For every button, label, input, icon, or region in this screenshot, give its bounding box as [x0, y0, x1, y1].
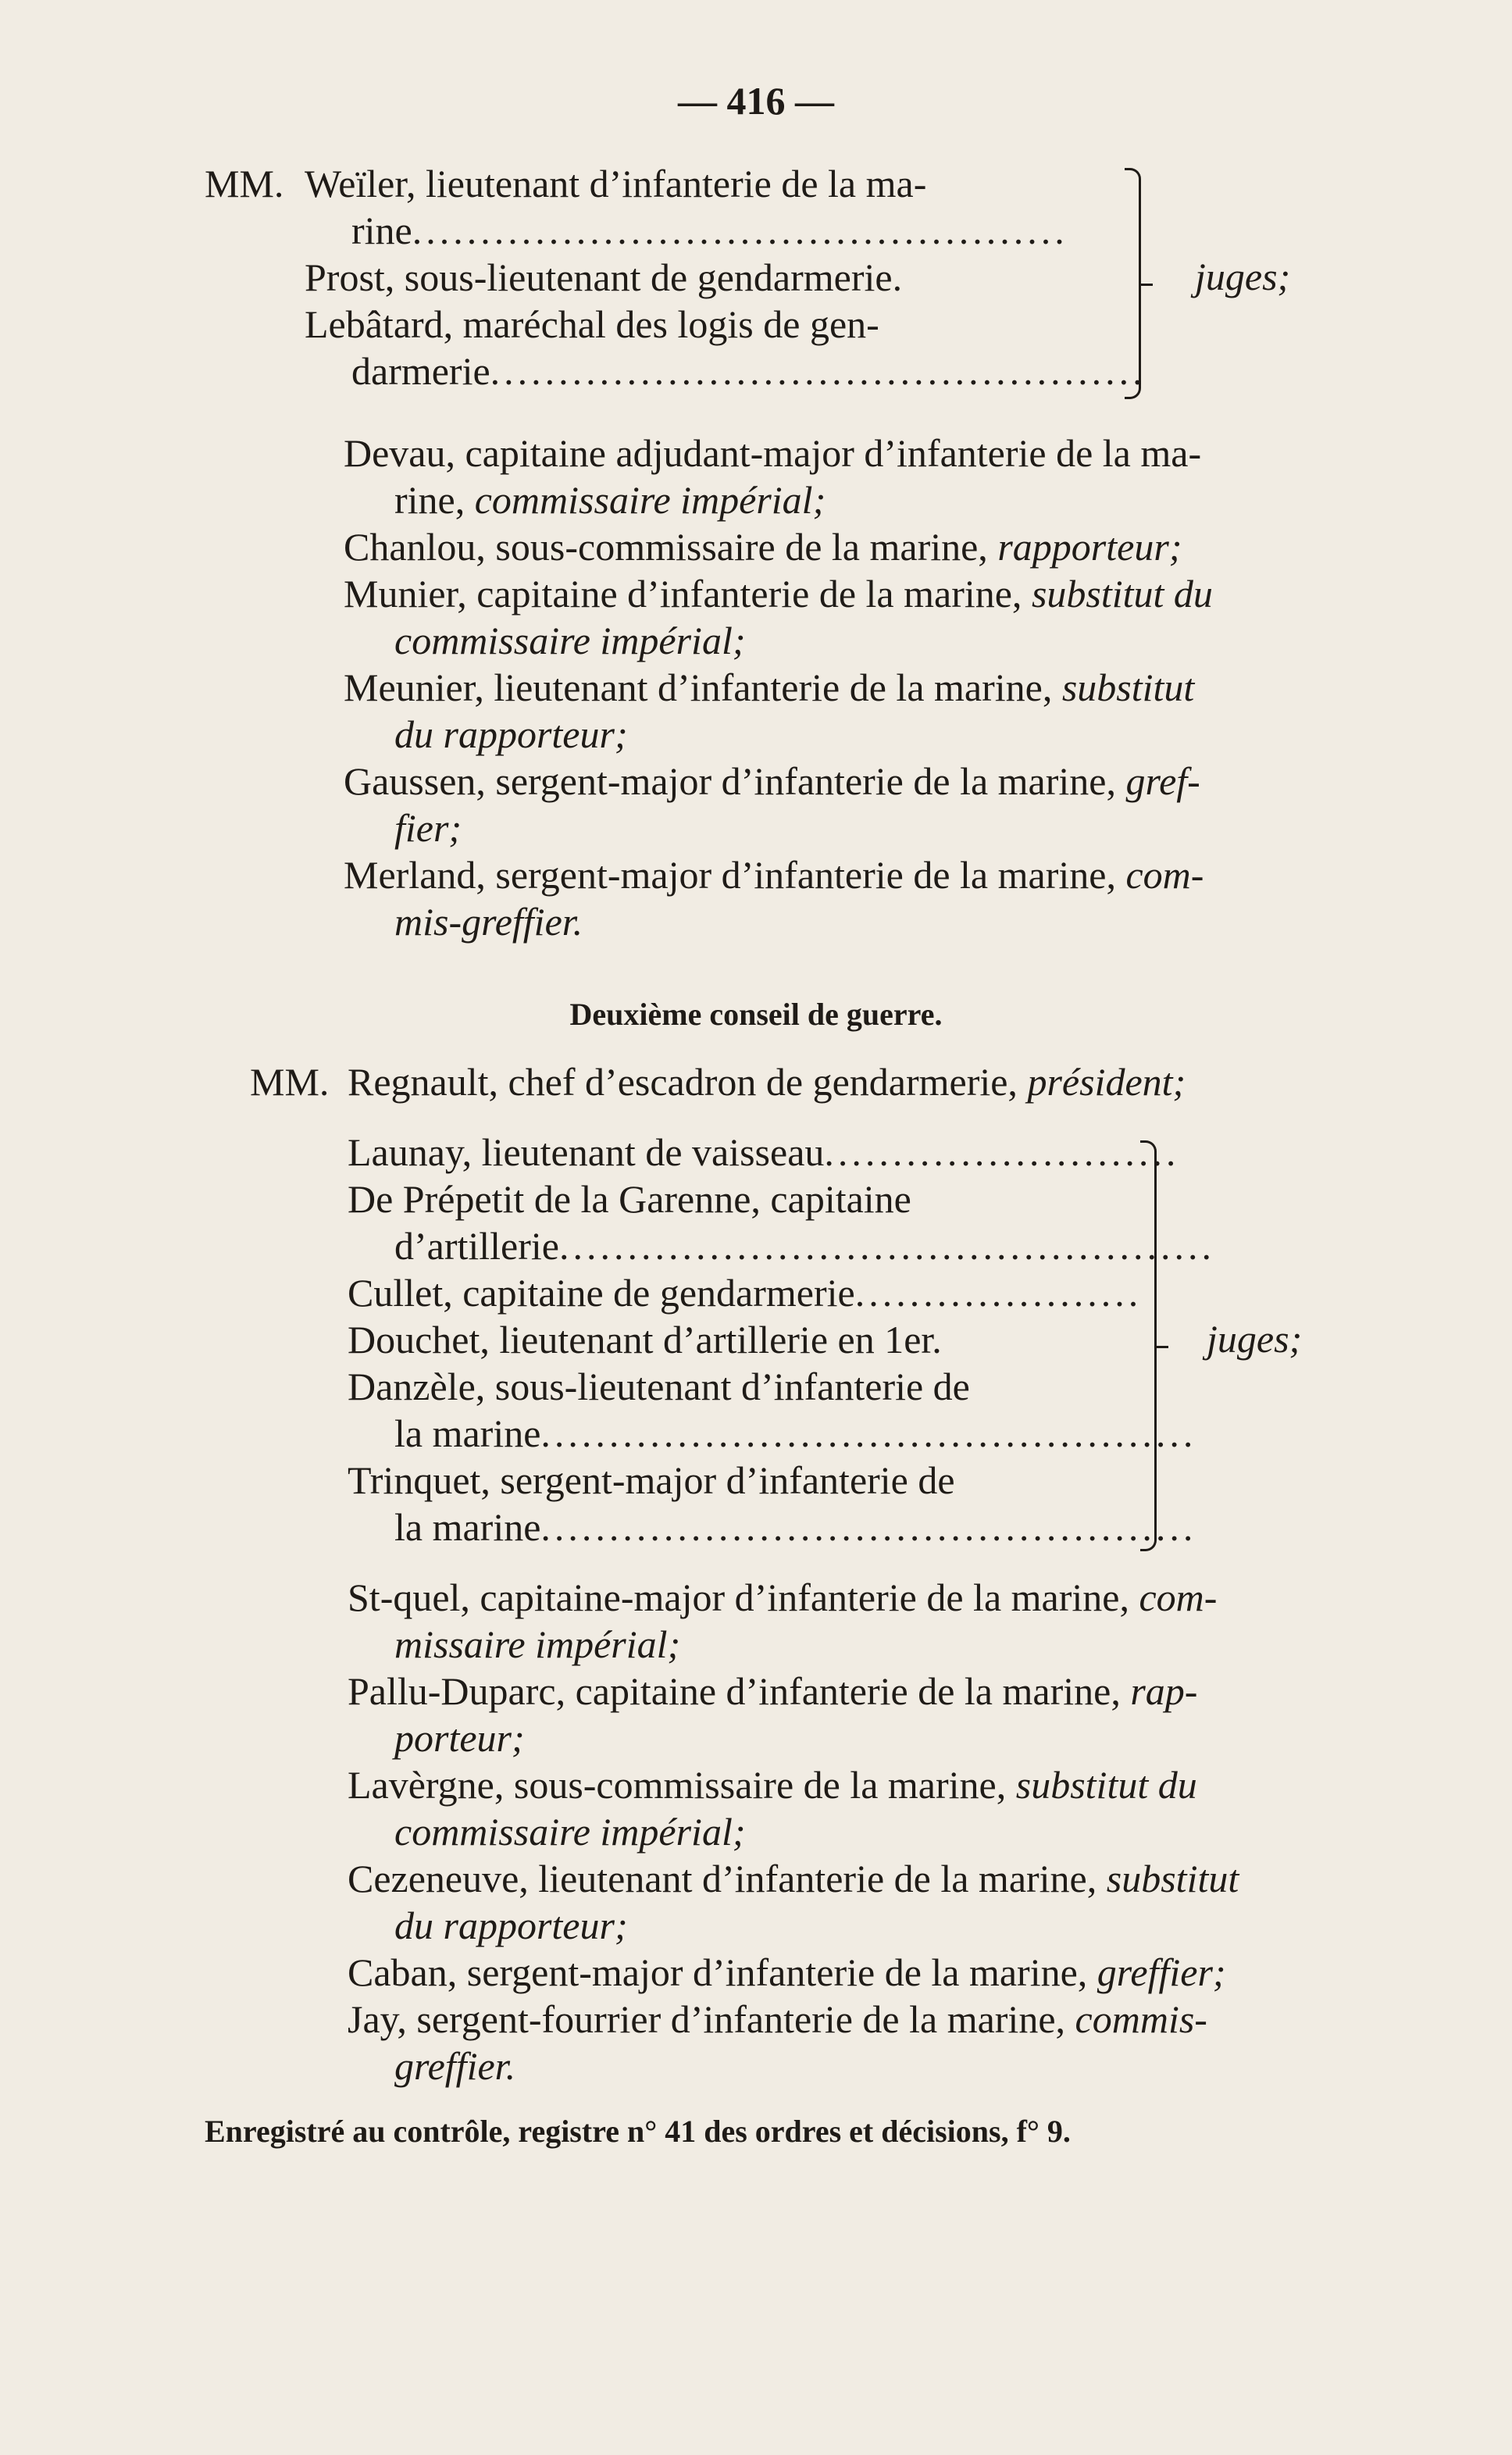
juges-bracket: [1125, 168, 1141, 399]
member-line: Gaussen, sergent-major d’infanterie de la marine, gref-: [344, 759, 1200, 803]
member-line: Cezeneuve, lieutenant d’infanterie de la marine, substitut: [348, 1857, 1239, 1900]
judge-line: Lebâtard, maréchal des logis de gen-: [305, 302, 879, 346]
member-line: greffier.: [394, 2044, 516, 2088]
member-line: missaire impérial;: [394, 1622, 681, 1666]
member-line: du rapporteur;: [394, 712, 628, 756]
mm-label: MM.: [205, 162, 284, 205]
judge-line: Cullet, capitaine de gendarmerie.....................: [348, 1271, 1143, 1315]
registration-note: Enregistré au contrôle, registre n° 41 des ordres et décisions, f° 9.: [205, 2114, 1071, 2149]
member-line: Merland, sergent-major d’infanterie de la marine, com-: [344, 853, 1204, 897]
member-line: Jay, sergent-fourrier d’infanterie de la marine, commis-: [348, 1997, 1207, 2041]
judge-line: Weïler, lieutenant d’infanterie de la ma-: [305, 162, 927, 205]
member-line: mis-greffier.: [394, 900, 583, 944]
member-line: fier;: [394, 806, 462, 850]
judge-line: De Prépetit de la Garenne, capitaine: [348, 1177, 911, 1221]
page-number: — 416 —: [678, 79, 834, 123]
section-title: Deuxième conseil de guerre.: [569, 997, 943, 1032]
member-line: Pallu-Duparc, capitaine d’infanterie de la marine, rap-: [348, 1669, 1198, 1713]
judge-line: la marine................................................: [394, 1411, 1197, 1455]
mm-label: MM.: [250, 1060, 330, 1104]
member-line: du rapporteur;: [394, 1904, 628, 1947]
member-line: Caban, sergent-major d’infanterie de la marine, greffier;: [348, 1950, 1226, 1994]
member-line: Lavèrgne, sous-commissaire de la marine, substitut du: [348, 1763, 1197, 1807]
member-line: rine, commissaire impérial;: [394, 478, 826, 522]
judge-line: Danzèle, sous-lieutenant d’infanterie de: [348, 1365, 970, 1408]
juges-bracket: [1140, 1140, 1157, 1551]
judge-line: Trinquet, sergent-major d’infanterie de: [348, 1458, 955, 1502]
member-line: porteur;: [394, 1716, 525, 1760]
judge-line: Prost, sous-lieutenant de gendarmerie.: [305, 255, 903, 299]
member-line: Meunier, lieutenant d’infanterie de la marine, substitut: [344, 665, 1195, 709]
judge-line: d’artillerie................................................: [394, 1224, 1215, 1268]
juges-label: juges;: [1195, 255, 1291, 298]
juges-label: juges;: [1207, 1317, 1303, 1361]
judge-line: Launay, lieutenant de vaisseau..........................: [348, 1130, 1180, 1174]
judge-line: darmerie................................................: [351, 349, 1146, 393]
judge-line: Douchet, lieutenant d’artillerie en 1er.: [348, 1318, 942, 1361]
judge-line: la marine................................................: [394, 1505, 1197, 1549]
member-line: Munier, capitaine d’infanterie de la marine, substitut du: [344, 572, 1213, 616]
member-line: Chanlou, sous-commissaire de la marine, rapporteur;: [344, 525, 1182, 569]
member-line: Devau, capitaine adjudant-major d’infanterie de la ma-: [344, 431, 1202, 475]
president-line: Regnault, chef d’escadron de gendarmerie, président;: [348, 1060, 1186, 1104]
member-line: St-quel, capitaine-major d’infanterie de la marine, com-: [348, 1575, 1218, 1619]
judge-line: rine................................................: [351, 209, 1068, 252]
member-line: commissaire impérial;: [394, 1810, 746, 1854]
member-line: commissaire impérial;: [394, 619, 746, 662]
